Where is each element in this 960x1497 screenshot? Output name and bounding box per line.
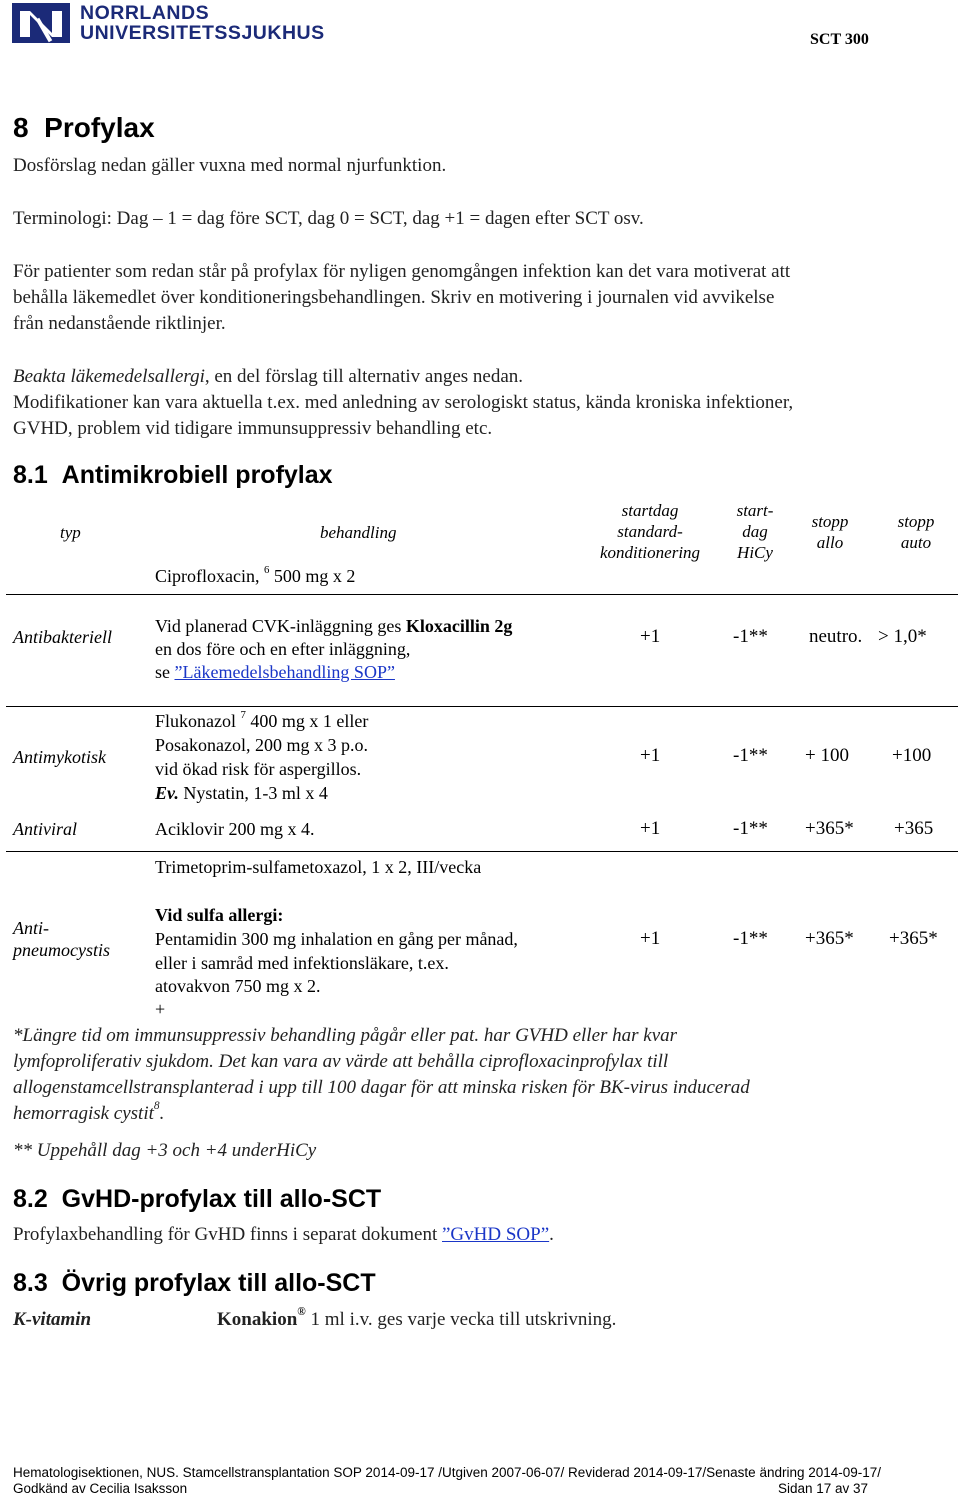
footer-approved-by: Godkänd av Cecilia Isaksson <box>13 1481 188 1496</box>
k-vitamin-instruction <box>217 1307 616 1333</box>
row-antibakteriell-type: Antibakteriell <box>13 627 112 647</box>
logo-mark <box>12 3 70 43</box>
row-antimykotisk-line2: Posakonazol, 200 mg x 3 p.o. <box>155 735 368 755</box>
footnote-star-line4 <box>13 1101 164 1127</box>
row-antibakteriell-line2 <box>155 615 512 638</box>
footnote-star-line1: *Längre tid om immunsuppressiv behandling pågår eller pat. har GVHD eller har kvar <box>13 1025 678 1046</box>
row-pneumocystis-type <box>13 917 110 961</box>
section-8-heading <box>13 112 155 144</box>
dose: 400 mg x 1 eller <box>245 711 369 731</box>
header-line: HiCy <box>737 543 773 562</box>
header-line: stopp <box>811 512 849 531</box>
row-antimykotisk-stopp-auto: +100 <box>892 745 932 766</box>
registered-mark: ® <box>297 1306 306 1319</box>
row-antibakteriell-start: +1 <box>640 626 661 647</box>
logo-line-2: UNIVERSITETSSJUKHUS <box>80 22 325 44</box>
text: 1 ml i.v. ges varje vecka till utskrivning. <box>305 1309 617 1330</box>
k-vitamin-label: K-vitamin <box>13 1309 92 1330</box>
footnote-star-line2: lymfoproliferativ sjukdom. Det kan vara av värde att behålla ciprofloxacinprofylax till <box>13 1051 669 1072</box>
table-rule <box>6 706 958 707</box>
allergy-text: , en del förslag till alternativ anges nedan. <box>204 366 524 387</box>
section-title: Övrig profylax till allo-SCT <box>61 1269 376 1297</box>
row-pneumocystis-start: +1 <box>640 928 661 949</box>
paragraph-dosage: Dosförslag nedan gäller vuxna med normal njurfunktion. <box>13 155 447 176</box>
header-line: konditionering <box>599 543 701 562</box>
reference-number: 6 <box>263 563 270 576</box>
section-title: Profylax <box>44 112 155 143</box>
header-line: startdag <box>621 501 679 520</box>
drug-name: Kloxacillin 2g <box>405 616 513 636</box>
type-line: Anti- <box>13 918 49 938</box>
row-antiviral-type: Antiviral <box>13 819 77 839</box>
sop-link[interactable]: ”Läkemedelsbehandling SOP” <box>174 662 395 682</box>
row-pneumocystis-stopp-auto: +365* <box>889 928 938 949</box>
row-antiviral-hicy: -1** <box>733 818 768 839</box>
dose: 500 mg x 2 <box>269 566 356 586</box>
text: Vid planerad CVK-inläggning ges <box>155 616 406 636</box>
row-antimykotisk-line3: vid ökad risk för aspergillos. <box>155 759 362 779</box>
document-code: SCT 300 <box>810 31 869 48</box>
section-title: GvHD-profylax till allo-SCT <box>61 1185 382 1213</box>
row-antibakteriell-stopp-allo: neutro. <box>809 626 863 647</box>
column-header-typ: typ <box>60 523 81 542</box>
section-number: 8.3 <box>13 1269 48 1297</box>
row-antiviral-stopp-auto: +365 <box>894 818 934 839</box>
column-header-startdag-hicy <box>725 500 785 563</box>
text: se <box>155 662 175 682</box>
drug-name: Ciprofloxacin, <box>155 566 260 586</box>
header-line: start- <box>736 501 774 520</box>
column-header-startdag-standard <box>590 500 710 563</box>
paragraph-allergy <box>13 364 523 390</box>
section-8-3-heading <box>13 1269 376 1298</box>
reference-number: 8 <box>153 1100 160 1113</box>
text: hemorragisk cystit <box>13 1103 154 1124</box>
paragraph-motivation-line1: För patienter som redan står på profylax för nyligen genomgången infektion kan det vara motiverat att <box>13 261 791 282</box>
column-header-stopp-allo <box>800 511 860 553</box>
text: Profylaxbehandling för GvHD finns i separat dokument <box>13 1224 442 1245</box>
paragraph-motivation-line3: från nedanstående riktlinjer. <box>13 313 226 334</box>
row-antibakteriell-line3: en dos före och en efter inläggning, <box>155 639 411 659</box>
column-header-stopp-auto <box>886 511 946 553</box>
section-8-1-heading <box>13 461 333 490</box>
header-line: allo <box>816 533 844 552</box>
allergy-emphasis: Beakta läkemedelsallergi <box>13 366 205 387</box>
row-antiviral-stopp-allo: +365* <box>805 818 854 839</box>
table-rule <box>6 594 958 595</box>
gvhd-paragraph <box>13 1222 554 1248</box>
text: Ev. <box>155 783 179 803</box>
paragraph-modifications-line2: GVHD, problem vid tidigare immunsuppressiv behandling etc. <box>13 418 493 439</box>
row-pneumocystis-line1: Trimetoprim-sulfametoxazol, 1 x 2, III/vecka <box>155 857 482 877</box>
row-pneumocystis-line3: Pentamidin 300 mg inhalation en gång per månad, <box>155 929 518 949</box>
row-antiviral-line1: Aciklovir 200 mg x 4. <box>155 819 315 839</box>
column-header-behandling: behandling <box>320 523 397 542</box>
row-antibakteriell-hicy: -1** <box>733 626 768 647</box>
header-line: standard- <box>617 522 683 541</box>
section-number: 8.2 <box>13 1185 48 1213</box>
paragraph-modifications-line1: Modifikationer kan vara aktuella t.ex. med anledning av serologiskt status, kända kroniska infektioner, <box>13 392 794 413</box>
text: . <box>549 1224 554 1245</box>
paragraph-motivation-line2: behålla läkemedlet över konditioneringsbehandlingen. Skriv en motivering i journalen vid avvikelse <box>13 287 775 308</box>
row-antimykotisk-hicy: -1** <box>733 745 768 766</box>
footnote-double-star: ** Uppehåll dag +3 och +4 underHiCy <box>13 1140 317 1161</box>
gvhd-sop-link[interactable]: ”GvHD SOP” <box>442 1224 550 1245</box>
row-pneumocystis-line4: eller i samråd med infektionsläkare, t.ex. <box>155 953 449 973</box>
row-antibakteriell-stopp-auto: > 1,0* <box>878 626 927 647</box>
row-pneumocystis-line6: + <box>155 999 166 1019</box>
row-antiviral-start: +1 <box>640 818 661 839</box>
row-pneumocystis-line2: Vid sulfa allergi: <box>155 905 284 925</box>
header-line: stopp <box>897 512 935 531</box>
table-rule <box>6 851 958 852</box>
section-8-2-heading <box>13 1185 381 1214</box>
row-pneumocystis-line5: atovakvon 750 mg x 2. <box>155 976 321 996</box>
reference-number: 7 <box>240 708 246 721</box>
drug-name: Konakion <box>217 1309 298 1330</box>
footer-line1: Hematologisektionen, NUS. Stamcellstransplantation SOP 2014-09-17 /Utgiven 2007-06-07/ Reviderad 2014-09-17/Senaste ändring 2014-09-17/ <box>13 1465 882 1480</box>
row-antimykotisk-line1 <box>155 710 368 733</box>
row-antimykotisk-line4 <box>155 782 328 805</box>
row-antibakteriell-line4 <box>155 661 395 684</box>
logo-wordmark <box>80 3 325 43</box>
type-line: pneumocystis <box>13 940 110 960</box>
row-antimykotisk-start: +1 <box>640 745 661 766</box>
row-pneumocystis-hicy: -1** <box>733 928 768 949</box>
drug-name: Flukonazol <box>155 711 236 731</box>
footer-page-number: Sidan 17 av 37 <box>778 1481 869 1496</box>
section-number: 8 <box>13 112 29 143</box>
paragraph-terminology: Terminologi: Dag – 1 = dag före SCT, dag 0 = SCT, dag +1 = dagen efter SCT osv. <box>13 208 644 229</box>
row-antimykotisk-type: Antimykotisk <box>13 747 106 767</box>
text: . <box>159 1103 165 1124</box>
row-antibakteriell-line1 <box>155 565 355 588</box>
footnote-star-line3: allogenstamcellstransplanterad i upp till 100 dagar för att minska risken för BK-virus inducerad <box>13 1077 750 1098</box>
header-line: auto <box>900 533 932 552</box>
logo-line-1: NORRLANDS <box>80 2 210 24</box>
row-pneumocystis-stopp-allo: +365* <box>805 928 854 949</box>
section-number: 8.1 <box>13 461 48 489</box>
section-title: Antimikrobiell profylax <box>61 461 333 489</box>
text: Nystatin, 1-3 ml x 4 <box>178 783 328 803</box>
header-line: dag <box>742 522 768 541</box>
row-antimykotisk-stopp-allo: + 100 <box>805 745 849 766</box>
